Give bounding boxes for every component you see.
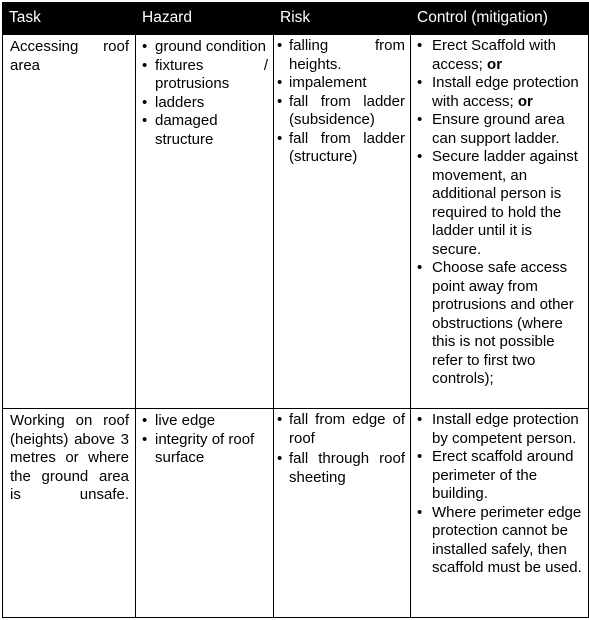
hazard-text: damaged structure bbox=[155, 112, 218, 148]
list-item bbox=[138, 431, 268, 468]
header-row bbox=[3, 3, 589, 35]
risk-list bbox=[276, 411, 405, 487]
list-item bbox=[413, 504, 584, 578]
bullet-icon: • bbox=[277, 74, 283, 91]
bullet-icon: • bbox=[277, 37, 283, 54]
hazard-text: ladders bbox=[155, 93, 205, 111]
bullet-icon: • bbox=[417, 74, 423, 91]
list-item bbox=[276, 450, 405, 487]
control-cell bbox=[411, 35, 589, 409]
bullet-icon: • bbox=[142, 38, 148, 55]
list-item bbox=[276, 74, 405, 93]
risk-text: falling from heights. bbox=[289, 37, 405, 73]
risk-text: fall from edge of roof bbox=[289, 411, 405, 447]
list-item bbox=[413, 74, 584, 111]
task-cell bbox=[3, 35, 136, 409]
list-item bbox=[413, 448, 584, 504]
risk-cell bbox=[274, 35, 411, 409]
hazard-list bbox=[138, 37, 268, 149]
hazard-cell bbox=[136, 35, 274, 409]
control-list bbox=[413, 37, 584, 389]
bullet-icon: • bbox=[417, 148, 423, 165]
list-item bbox=[276, 411, 405, 448]
list-item bbox=[413, 411, 584, 448]
task-text: Working on roof (heights) above 3 metres or where the ground area is unsafe. bbox=[10, 412, 129, 503]
bullet-icon: • bbox=[142, 56, 148, 74]
control-text: Erect Scaffold with access; bbox=[432, 37, 556, 73]
hazard-cell bbox=[136, 409, 274, 618]
task-cell bbox=[3, 409, 136, 618]
list-item bbox=[276, 130, 405, 167]
bullet-icon: • bbox=[142, 93, 148, 111]
list-item bbox=[276, 37, 405, 74]
list-item bbox=[413, 37, 584, 74]
risk-assessment-table bbox=[2, 2, 589, 618]
control-text: Secure ladder against movement, an additional person is required to hold the ladder until it is secure. bbox=[432, 148, 578, 258]
bullet-icon: • bbox=[417, 37, 423, 54]
control-emphasis: or bbox=[487, 55, 503, 73]
control-text: Where perimeter edge protection cannot be installed safely, then scaffold must be used. bbox=[432, 503, 582, 576]
bullet-icon: • bbox=[277, 92, 283, 110]
hazard-text: fixtures / protrusions bbox=[155, 56, 268, 92]
bullet-icon: • bbox=[417, 259, 423, 276]
risk-text: fall from ladder (structure) bbox=[289, 129, 405, 165]
list-item bbox=[413, 148, 584, 259]
control-text: Erect scaffold around perimeter of the building. bbox=[432, 448, 574, 502]
list-item bbox=[138, 57, 268, 94]
list-item bbox=[413, 111, 584, 148]
header-task: Task bbox=[3, 3, 136, 35]
table-row bbox=[3, 409, 589, 618]
control-list bbox=[413, 411, 584, 578]
list-item bbox=[138, 38, 268, 57]
bullet-icon: • bbox=[142, 112, 148, 129]
list-item bbox=[138, 112, 268, 149]
risk-text: fall through roof sheeting bbox=[289, 450, 405, 486]
bullet-icon: • bbox=[417, 411, 423, 428]
hazard-text: ground condition bbox=[155, 38, 266, 55]
list-item bbox=[138, 94, 268, 113]
bullet-icon: • bbox=[142, 430, 148, 448]
hazard-list bbox=[138, 411, 268, 468]
risk-text: fall from ladder (subsidence) bbox=[289, 92, 405, 128]
hazard-text: live edge bbox=[155, 412, 216, 429]
control-cell bbox=[411, 409, 589, 618]
bullet-icon: • bbox=[277, 411, 283, 428]
bullet-icon: • bbox=[277, 129, 283, 147]
bullet-icon: • bbox=[142, 412, 148, 429]
list-item bbox=[276, 93, 405, 130]
bullet-icon: • bbox=[417, 448, 423, 465]
risk-text: impalement bbox=[289, 74, 367, 91]
header-risk: Risk bbox=[274, 3, 411, 35]
bullet-icon: • bbox=[277, 450, 283, 467]
header-control: Control (mitigation) bbox=[411, 3, 589, 35]
hazard-text: integrity of roof surface bbox=[155, 430, 255, 466]
control-text: Install edge protection by competent person. bbox=[432, 411, 579, 447]
control-text: Choose safe access point away from protrusions and other obstructions (where this is not possible refer to first two controls); bbox=[432, 259, 574, 387]
risk-cell bbox=[274, 409, 411, 618]
list-item bbox=[413, 259, 584, 389]
header-hazard: Hazard bbox=[136, 3, 274, 35]
control-text: Install edge protection with access; bbox=[432, 74, 579, 110]
control-text: Ensure ground area can support ladder. bbox=[432, 111, 565, 147]
bullet-icon: • bbox=[417, 111, 423, 128]
list-item bbox=[138, 412, 268, 431]
table-row bbox=[3, 35, 589, 409]
risk-list bbox=[276, 37, 405, 167]
bullet-icon: • bbox=[417, 503, 423, 521]
task-text: Accessing roof area bbox=[10, 38, 129, 74]
control-emphasis: or bbox=[517, 92, 533, 110]
